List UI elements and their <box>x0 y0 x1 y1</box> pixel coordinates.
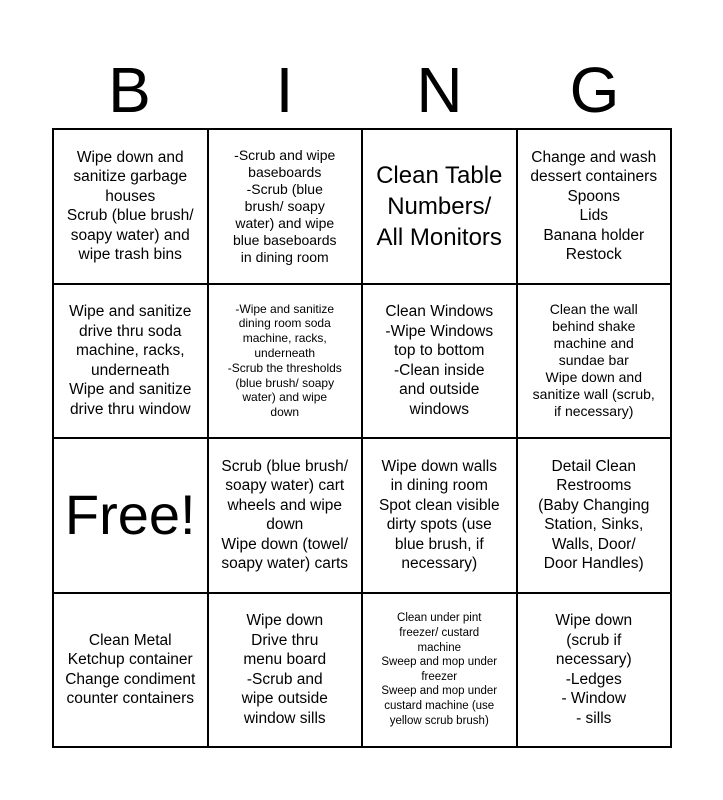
cell-text: Wipe down and sanitize garbage houses Scrub (blue brush/ soapy water) and wipe trash bins <box>66 148 194 264</box>
bingo-cell-n1[interactable] <box>363 130 518 285</box>
cell-text: -Scrub and wipe baseboards -Scrub (blue brush/ soapy water) and wipe blue baseboards in dining room <box>232 146 337 265</box>
bingo-cell-b3-free[interactable] <box>54 439 209 594</box>
cell-text: Change and wash dessert containers Spoons Lids Banana holder Restock <box>530 148 658 264</box>
cell-text: Wipe and sanitize drive thru soda machine, racks, underneath Wipe and sanitize drive thru window <box>69 303 192 418</box>
cell-text: Clean Windows -Wipe Windows top to bottom -Clean inside and outside windows <box>385 303 494 418</box>
bingo-cell-n2[interactable] <box>363 285 518 440</box>
header-letter-n: N <box>416 54 463 126</box>
cell-text: Wipe down walls in dining room Spot clean visible dirty spots (use blue brush, if necessary) <box>378 457 500 573</box>
bingo-cell-n4[interactable] <box>363 594 518 749</box>
cell-text: -Wipe and sanitize dining room soda machine, racks, underneath -Scrub the thresholds (blue brush/ soapy water) and wipe down <box>227 301 342 420</box>
cell-text: Clean under pint freezer/ custard machine Sweep and mop under freezer Sweep and mop under custard machine (use yellow scrub brush) <box>381 612 498 727</box>
bingo-cell-g1[interactable] <box>518 130 673 285</box>
cell-text: Wipe down (scrub if necessary) -Ledges - Window - sills <box>555 612 633 727</box>
cell-text: Clean Table Numbers/ All Monitors <box>376 161 503 251</box>
header-letter-b: B <box>108 54 151 126</box>
bingo-cell-n3[interactable] <box>363 439 518 594</box>
header-letter-g: G <box>569 54 620 126</box>
bingo-header <box>52 52 672 128</box>
header-letter-i: I <box>275 54 294 126</box>
cell-text: Wipe down Drive thru menu board -Scrub and wipe outside window sills <box>241 612 328 727</box>
bingo-cell-b1[interactable] <box>54 130 209 285</box>
bingo-cell-i2[interactable] <box>209 285 364 440</box>
bingo-cell-b4[interactable] <box>54 594 209 749</box>
free-space-label: Free! <box>64 483 196 547</box>
cell-text: Clean the wall behind shake machine and sundae bar Wipe down and sanitize wall (scrub, if necessary) <box>532 301 655 420</box>
bingo-grid <box>52 128 672 748</box>
bingo-cell-i4[interactable] <box>209 594 364 749</box>
cell-text: Scrub (blue brush/ soapy water) cart wheels and wipe down Wipe down (towel/ soapy water) carts <box>221 457 349 573</box>
cell-text: Detail Clean Restrooms (Baby Changing Station, Sinks, Walls, Door/ Door Handles) <box>538 457 650 573</box>
cell-text: Clean Metal Ketchup container Change condiment counter containers <box>65 631 196 708</box>
bingo-cell-i3[interactable] <box>209 439 364 594</box>
bingo-cell-i1[interactable] <box>209 130 364 285</box>
bingo-cell-g4[interactable] <box>518 594 673 749</box>
bingo-cell-b2[interactable] <box>54 285 209 440</box>
bingo-cell-g2[interactable] <box>518 285 673 440</box>
bingo-cell-g3[interactable] <box>518 439 673 594</box>
